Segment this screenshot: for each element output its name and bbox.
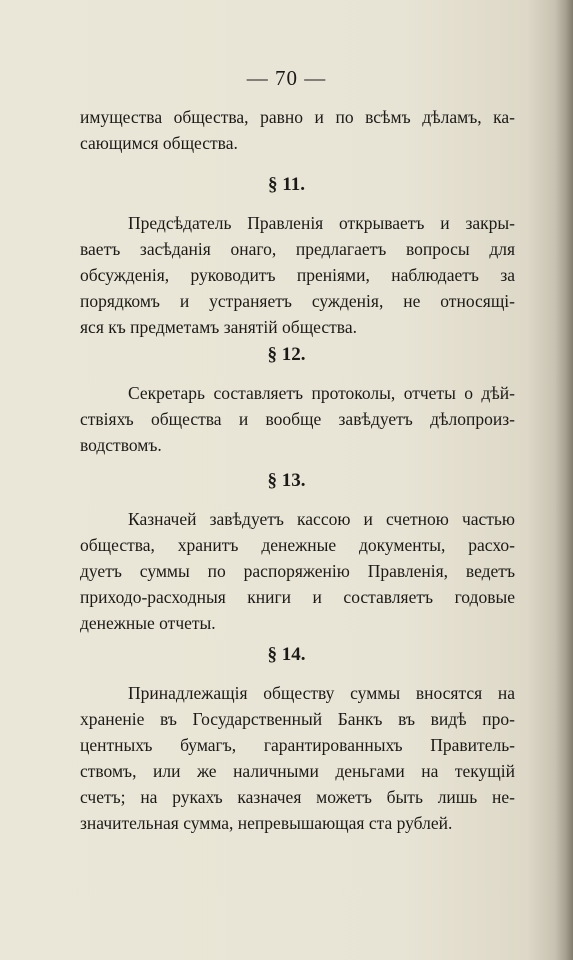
text-line: водствомъ.: [80, 435, 162, 455]
text-line: яся къ предметамъ занятій общества.: [80, 317, 357, 337]
section-14-paragraph: [80, 680, 515, 836]
text-line: дуетъ суммы по распоряженію Правленія, ведетъ: [80, 561, 515, 581]
section-13-paragraph: [80, 506, 515, 636]
text-line: Принадлежащія обществу суммы вносятся на: [128, 683, 515, 703]
text-line: храненіе въ Государственный Банкъ въ видѣ про-: [80, 709, 515, 729]
text-line: порядкомъ и устраняетъ сужденія, не относящі-: [80, 291, 515, 311]
text-line: обсужденія, руководитъ преніями, наблюдаетъ за: [80, 265, 515, 285]
section-11-paragraph: [80, 210, 515, 340]
text-line: имущества общества, равно и по всѣмъ дѣламъ, ка-: [80, 107, 515, 127]
text-line: приходо-расходныя книги и составляетъ годовые: [80, 587, 515, 607]
text-line: общества, хранитъ денежные документы, расхо-: [80, 535, 515, 555]
text-line: сающимся общества.: [80, 133, 238, 153]
text-line: значительная сумма, непревышающая ста рублей.: [80, 813, 453, 833]
text-line: Секретарь составляетъ протоколы, отчеты о дѣй-: [128, 383, 515, 403]
intro-paragraph: [80, 104, 515, 156]
text-line: ваетъ засѣданія онаго, предлагаетъ вопросы для: [80, 239, 515, 259]
text-line: Казначей завѣдуетъ кассою и счетною частью: [128, 509, 515, 529]
text-line: центныхъ бумагъ, гарантированныхъ Правитель-: [80, 735, 515, 755]
text-line: денежные отчеты.: [80, 613, 216, 633]
text-line: ствіяхъ общества и вообще завѣдуетъ дѣлопроиз-: [80, 409, 515, 429]
text-line: ствомъ, или же наличными деньгами на текущій: [80, 761, 515, 781]
section-heading-11: § 11.: [268, 174, 305, 195]
text-line: счетъ; на рукахъ казначея можетъ быть лишь не-: [80, 787, 515, 807]
section-12-paragraph: [80, 380, 515, 458]
text-line: Предсѣдатель Правленія открываетъ и закры-: [128, 213, 515, 233]
page-number: — 70 —: [246, 66, 327, 90]
section-heading-13: § 13.: [267, 470, 306, 491]
section-heading-12: § 12.: [267, 344, 306, 365]
section-heading-14: § 14.: [267, 644, 306, 665]
